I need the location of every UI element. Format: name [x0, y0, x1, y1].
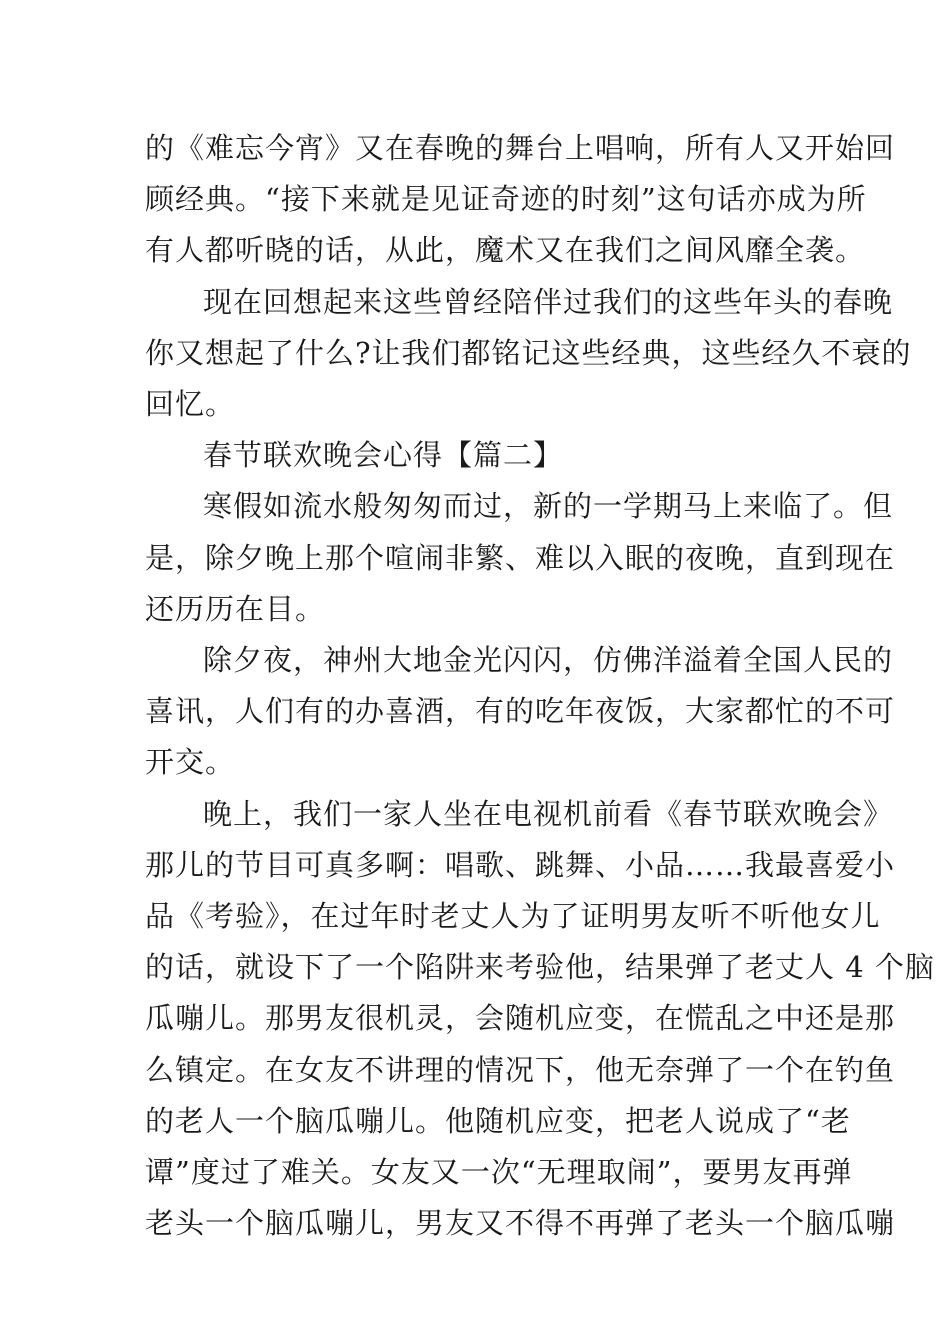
text-line: 还历历在目。	[145, 591, 326, 626]
text-line: 有人都听晓的话，从此，魔术又在我们之间风靡全袭。	[145, 233, 866, 268]
text-line: 开交。	[145, 745, 236, 780]
text-line: 你又想起了什么?让我们都铭记这些经典，这些经久不衰的	[145, 335, 912, 370]
text-line: 老头一个脑瓜嘣儿，男友又不得不再弹了老头一个脑瓜嘣	[145, 1206, 896, 1241]
text-line: 谭”度过了难关。女友又一次“无理取闹”，要男友再弹	[145, 1155, 853, 1190]
text-line: 瓜嘣儿。那男友很机灵，会随机应变，在慌乱之中还是那	[145, 1001, 896, 1036]
text-line: 顾经典。“接下来就是见证奇迹的时刻”这句话亦成为所	[145, 182, 867, 217]
text-line: 现在回想起来这些曾经陪伴过我们的这些年头的春晚	[203, 284, 894, 319]
paragraph	[145, 123, 896, 277]
text-line: 回忆。	[145, 387, 236, 422]
text-line: 的话，就设下了一个陷阱来考验他，结果弹了老丈人 4 个脑	[145, 950, 935, 985]
text-line: 晚上，我们一家人坐在电视机前看《春节联欢晚会》	[203, 796, 894, 831]
text-line: 品《考验》，在过年时老丈人为了证明男友听不听他女儿	[145, 899, 881, 934]
paragraph	[145, 481, 896, 635]
paragraph	[145, 789, 935, 1250]
text-line: 除夕夜，神州大地金光闪闪，仿佛洋溢着全国人民的	[203, 643, 894, 678]
text-line: 是，除夕晚上那个喧闹非繁、难以入眠的夜晚，直到现在	[145, 540, 896, 575]
document-body	[145, 123, 935, 1249]
heading-text: 春节联欢晚会心得【篇二】	[203, 438, 564, 473]
text-line: 寒假如流水般匆匆而过，新的一学期马上来临了。但	[203, 489, 894, 524]
text-line: 的老人一个脑瓜嘣儿。他随机应变，把老人说成了“老	[145, 1103, 851, 1138]
text-line: 喜讯，人们有的办喜酒，有的吃年夜饭，大家都忙的不可	[145, 694, 896, 729]
text-line: 那儿的节目可真多啊：唱歌、跳舞、小品……我最喜爱小	[145, 847, 896, 882]
text-line: 么镇定。在女友不讲理的情况下，他无奈弹了一个在钓鱼	[145, 1052, 896, 1087]
paragraph	[145, 277, 912, 431]
paragraph	[145, 635, 896, 789]
text-line: 的《难忘今宵》又在春晚的舞台上唱响，所有人又开始回	[145, 131, 896, 165]
section-heading	[145, 430, 810, 481]
